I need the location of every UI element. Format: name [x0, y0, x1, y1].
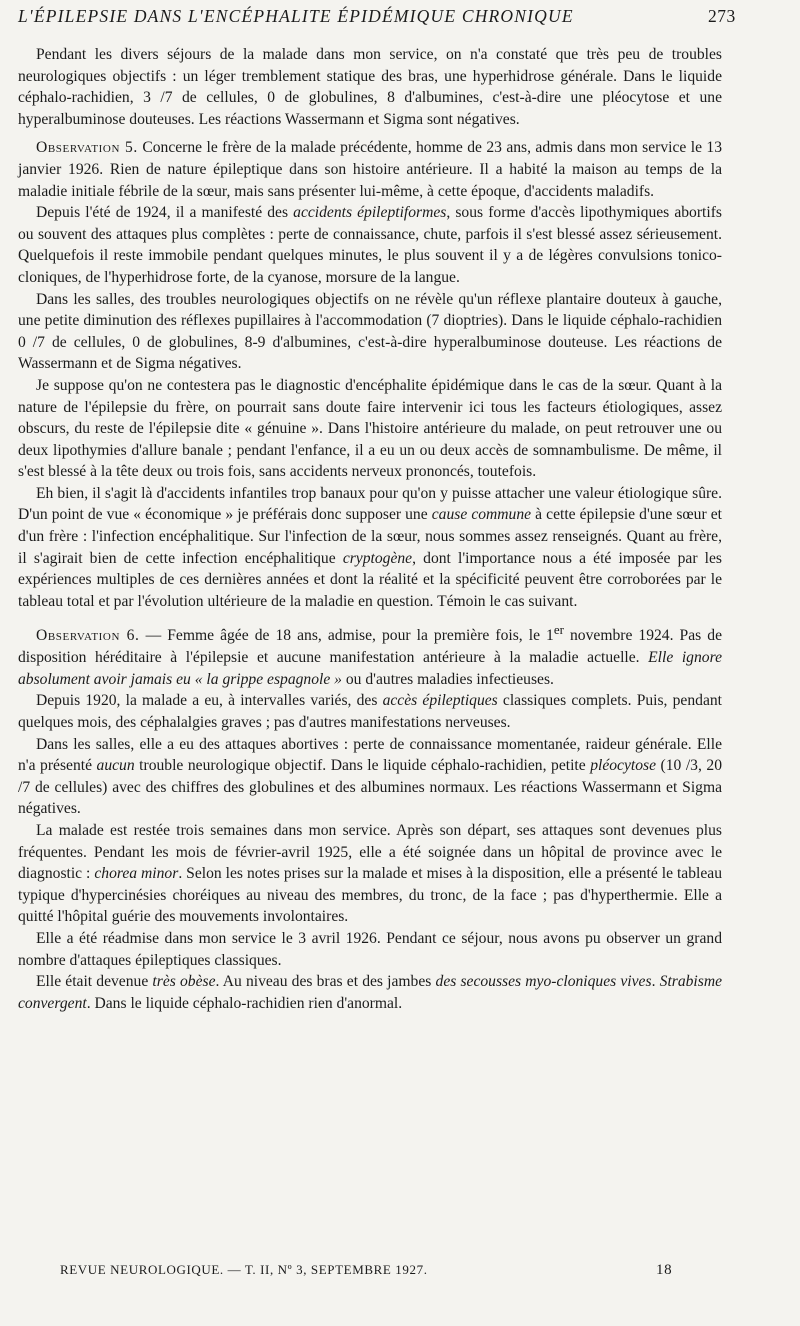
paragraph-4: Dans les salles, des troubles neurologiques objectifs on ne révèle qu'un réflexe plantaire douteux à gauche, une petite diminution des réflexes pupillaires à l'accommodation (7 dioptries). Dans le liquide céphalo-rachidien 0 /7 de cellules, 0 de globulines, 8-9 d'albumines, c'est-à-dire hyperalbuminose douteuse. Les réactions de Wassermann et de Sigma négatives.	[18, 290, 722, 373]
paragraph-12: Elle était devenue très obèse. Au niveau des bras et des jambes des secousses myo-cloniques vives. Strabisme convergent. Dans le liquide céphalo-rachidien rien d'anormal.	[18, 973, 723, 1012]
observation-label: Observation 5.	[36, 139, 138, 157]
paragraph-8: Depuis 1920, la malade a eu, à intervalles variés, des accès épileptiques classiques complets. Puis, pendant quelques mois, des céphalalgies graves ; pas d'autres manifestations nerveuses.	[18, 692, 722, 731]
paragraph-observation-5: Observation 5. Concerne le frère de la malade précédente, homme de 23 ans, admis dans mon service le 13 janvier 1926. Rien de nature épileptique dans son histoire antérieure. Il a habité la maison au temps de la maladie initiale fébrile de la sœur, mais sans présenter lui-même, à cette époque, d'accidents maladifs.	[18, 139, 722, 200]
page-number: 273	[708, 6, 736, 26]
observation-label: Observation 6.	[36, 627, 140, 645]
paragraph-observation-6: Observation 6. — Femme âgée de 18 ans, admise, pour la première fois, le 1er novembre 1924. Pas de disposition héréditaire à l'épilepsie et aucune manifestation antérieure à la maladie actuelle. Elle ignore absolument avoir jamais eu « la grippe espagnole » ou d'autres maladies infectieuses.	[18, 622, 722, 688]
running-title: L'ÉPILEPSIE DANS L'ENCÉPHALITE ÉPIDÉMIQUE CHRONIQUE	[18, 6, 574, 26]
paragraph-6: Eh bien, il s'agit là d'accidents infantiles trop banaux pour qu'on y puisse attacher une valeur étiologique sûre. D'un point de vue « économique » je préférais donc supposer une cause commune à cette épilepsie d'une sœur et d'un frère : l'infection encéphalitique. Sur l'infection de la sœur, nous sommes assez renseignés. Quant au frère, il s'agirait bien de cette infection encéphalitique cryptogène, dont l'importance nous a été imposée par les expériences multiples de ces dernières années et dont la réalité et la spécificité peuvent être corroborées par le tableau total et par l'évolution ultérieure de la maladie en question. Témoin le cas suivant.	[18, 484, 722, 610]
paragraph-3: Depuis l'été de 1924, il a manifesté des accidents épileptiformes, sous forme d'accès lipothymiques abortifs ou souvent des attaques plus complètes : perte de connaissance, chute, parfois il s'est blessé assez sérieusement. Quelquefois il reste immobile pendant quelques minutes, le plus souvent il y a de légères convulsions tonico-cloniques, de l'hyperhidrose forte, de la cyanose, morsure de la langue.	[18, 204, 722, 286]
paragraph-11: Elle a été réadmise dans mon service le 3 avril 1926. Pendant ce séjour, nous avons pu observer un grand nombre d'attaques épileptiques classiques.	[18, 929, 722, 969]
signature-mark: 18	[656, 1262, 673, 1278]
journal-reference: REVUE NEUROLOGIQUE. — T. II, Nº 3, SEPTEMBRE 1927.	[60, 1262, 428, 1277]
paragraph-9: Dans les salles, elle a eu des attaques abortives : perte de connaissance momentanée, raideur générale. Elle n'a présenté aucun trouble neurologique objectif. Dans le liquide céphalo-rachidien, petite pléocytose (10 /3, 20 /7 de cellules) avec des chiffres des globulines et des albumines normaux. Les réactions Wassermann et Sigma négatives.	[18, 735, 722, 818]
page-footer	[60, 1262, 700, 1278]
paragraph-1: Pendant les divers séjours de la malade dans mon service, on n'a constaté que très peu de troubles neurologiques objectifs : un léger tremblement statique des bras, une hyperhidrose générale. Dans le liquide céphalo-rachidien, 3 /7 de cellules, 0 de globulines, 8 d'albumines, c'est-à-dire une pléocytose et une hyperalbuminose douteuses. Les réactions Wassermann et Sigma sont négatives.	[18, 46, 722, 128]
paragraph-10: La malade est restée trois semaines dans mon service. Après son départ, ses attaques sont devenues plus fréquentes. Pendant les mois de février-avril 1925, elle a été soignée dans un hôpital de province avec le diagnostic : chorea minor. Selon les notes prises sur la malade et mises à la disposition, elle a présenté le tableau typique d'hypercinésies choréiques au niveau des membres, du tronc, de la face ; pas d'hyperthermie. Elle a quitté l'hôpital guérie des mouvements involontaires.	[18, 821, 722, 926]
body-text	[18, 44, 722, 1014]
paragraph-5: Je suppose qu'on ne contestera pas le diagnostic d'encéphalite épidémique dans le cas de la sœur. Quant à la nature de l'épilepsie du frère, on pourrait sans doute faire intervenir ici tous les facteurs étiologiques, assez obscurs, du reste de l'épilepsie dite « génuine ». Dans l'histoire antérieure du malade, on peut retrouver une ou deux lipothymies d'allure banale ; pendant l'enfance, il a eu un ou deux accès de somnambulisme. De même, il s'est blessé à la tête deux ou trois fois, sans accidents nerveux prononcés, toutefois.	[18, 376, 722, 481]
